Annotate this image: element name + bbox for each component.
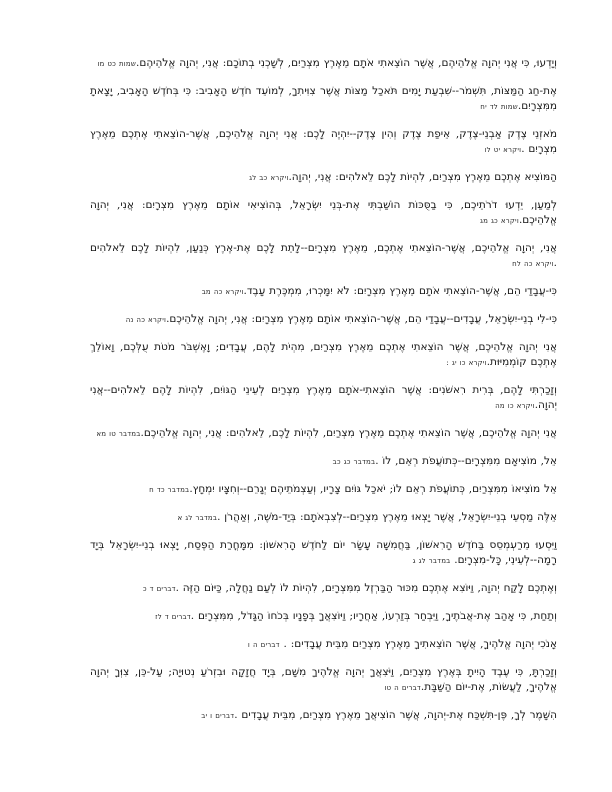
verse-text: כִּי-עֲבָדַי הֵם, אֲשֶׁר-הוֹצֵאתִי אֹתָם מֵאֶרֶץ מִצְרָיִם: לֹא יִמָּכְרוּ, מִמְכֶּרֶת עָבֶד. <box>243 285 557 297</box>
verse-source: במדבר לג א <box>177 514 218 522</box>
verse-text: אֲנִי יְהוָה אֱלֹהֵיכֶם, אֲשֶׁר הוֹצֵאתִי אֶתְכֶם מֵאֶרֶץ מִצְרַיִם, לִהְיוֹת לָכֶם, לֵאלֹהִים: אֲנִי, יְהוָה אֱלֹהֵיכֶם. <box>140 427 557 439</box>
verse-source: דברים ד כ <box>142 585 176 593</box>
verse <box>90 510 557 526</box>
verse-source: ויקרא כו מה <box>495 402 535 410</box>
verse-source: במדבר לג ג <box>412 557 451 565</box>
verse-source: ויקרא כו יג : <box>446 359 487 367</box>
verse-text: אֵל, מוֹצִיאָם מִמִּצְרָיִם--כְּתוֹעֲפֹת רְאֵם, לוֹ . <box>375 455 557 467</box>
verse-source: במדבר טו מא <box>96 430 141 438</box>
verse-text: וְזָכַרְתָּ, כִּי עֶבֶד הָיִיתָ בְּאֶרֶץ מִצְרַיִם, וַיֹּצִאֲךָ יְהוָה אֱלֹהֶיךָ מִשָּׁם, בְּיָד חֲזָקָה וּבִזְרֹעַ נְטוּיָה; עַל-כֵּן, צִוְּךָ יְהוָה אֱלֹהֶיךָ, לַעֲשׂוֹת, אֶת-יוֹם הַשַּׁבָּת. <box>90 666 557 693</box>
verse-source: דברים ה טו <box>384 684 421 692</box>
verse-text: אֲנִי יְהוָה אֱלֹהֵיכֶם, אֲשֶׁר הוֹצֵאתִי אֶתְכֶם מֵאֶרֶץ מִצְרַיִם, מִהְיֹת לָהֶם, עֲבָדִים; וָאֶשְׁבֹּר מֹטֹת עֻלְּכֶם, וָאוֹלֵךְ אֶתְכֶם קוֹמְמִיּוּת. <box>90 341 557 368</box>
verse-text: וְזָכַרְתִּי לָהֶם, בְּרִית רִאשֹׁנִים: אֲשֶׁר הוֹצֵאתִי-אֹתָם מֵאֶרֶץ מִצְרַיִם לְעֵינֵי הַגּוֹיִם, לִהְיוֹת לָהֶם לֵאלֹהִים--אֲנִי יְהוָה. <box>90 384 557 411</box>
verse-text: וַיִּסְעוּ מֵרַעְמְסֵס בַּחֹדֶשׁ הָרִאשׁוֹן, בַּחֲמִשָּׁה עָשָׂר יוֹם לַחֹדֶשׁ הָרִאשׁוֹן: מִמָּחֳרַת הַפֶּסַח, יָצְאוּ בְנֵי-יִשְׂרָאֵל בְּיָד רָמָה--לְעֵינֵי, כָּל-מִצְרָיִם. <box>90 539 557 566</box>
verse <box>90 383 557 414</box>
verse <box>90 708 557 724</box>
verse-text: לְמַעַן, יֵדְעוּ דֹרֹתֵיכֶם, כִּי בַסֻּכּוֹת הוֹשַׁבְתִּי אֶת-בְּנֵי יִשְׂרָאֵל, בְּהוֹצִיאִי אוֹתָם מֵאֶרֶץ מִצְרָיִם: אֲנִי, יְהוָה אֱלֹהֵיכֶם. <box>90 199 557 226</box>
verse <box>90 538 557 569</box>
verse-text: כִּי-לִי בְנֵי-יִשְׂרָאֵל, עֲבָדִים--עֲבָדַי הֵם, אֲשֶׁר-הוֹצֵאתִי אוֹתָם מֵאֶרֶץ מִצְרָיִם: אֲנִי, יְהוָה אֱלֹהֵיכֶם. <box>166 313 557 325</box>
verse <box>90 340 557 371</box>
verse <box>90 170 557 186</box>
verse-text: הַמּוֹצִיא אֶתְכֶם מֵאֶרֶץ מִצְרַיִם, לִהְיוֹת לָכֶם לֵאלֹהִים: אֲנִי, יְהוָה. <box>288 171 557 183</box>
verse-source: ויקרא כה מב <box>201 288 244 296</box>
verse <box>90 312 557 328</box>
verse-text: אֵל מוֹצִיאוֹ מִמִּצְרַיִם, כְּתוֹעֲפֹת רְאֵם לוֹ; יֹאכַל גּוֹיִם צָרָיו, וְעַצְמֹתֵיהֶם יְגָרֵם--וְחִצָּיו יִמְחָץ. <box>189 483 557 495</box>
verse <box>90 84 557 115</box>
verse-source: ויקרא כה נה <box>125 316 167 324</box>
verse <box>90 127 557 158</box>
verse-source: במדבר כד ח <box>149 486 190 494</box>
verse-source: ויקרא כה לח <box>512 260 554 268</box>
verse-source: דברים ו יב <box>201 712 235 720</box>
verse-source: ויקרא כב לג <box>249 174 289 182</box>
verse-source: שמות לד יח <box>480 103 518 111</box>
verse-text: וְאֶתְכֶם לָקַח יְהוָה, וַיּוֹצִא אֶתְכֶם מִכּוּר הַבַּרְזֶל מִמִּצְרָיִם, לִהְיוֹת לוֹ לְעַם נַחֲלָה, כַּיּוֹם הַזֶּה . <box>175 582 557 594</box>
verse <box>90 637 557 653</box>
verse-text: אֶת-חַג הַמַּצּוֹת, תִּשְׁמֹר--שִׁבְעַת יָמִים תֹּאכַל מַצּוֹת אֲשֶׁר צִוִּיתִךָ, לְמוֹעֵד חֹדֶשׁ הָאָבִיב: כִּי בְּחֹדֶשׁ הָאָבִיב, יָצָאתָ מִמִּצְרָיִם. <box>90 85 557 112</box>
verse-source: דברים ד לז <box>155 613 191 621</box>
verse <box>90 581 557 597</box>
verse-text: אֲנִי, יְהוָה אֱלֹהֵיכֶם, אֲשֶׁר-הוֹצֵאתִי אֶתְכֶם, מֵאֶרֶץ מִצְרָיִם--לָתֵת לָכֶם אֶת-אֶרֶץ כְּנַעַן, לִהְיוֹת לָכֶם לֵאלֹהִים . <box>90 242 557 269</box>
verse-text: מֹאזְנֵי צֶדֶק אַבְנֵי-צֶדֶק, אֵיפַת צֶדֶק וְהִין צֶדֶק--יִהְיֶה לָכֶם: אֲנִי יְהוָה אֱלֹהֵיכֶם, אֲשֶׁר-הוֹצֵאתִי אֶתְכֶם מֵאֶרֶץ מִצְרָיִם . <box>90 128 557 155</box>
verse-text: הִשָּׁמֶר לְךָ, פֶּן-תִּשְׁכַּח אֶת-יְהוָה, אֲשֶׁר הוֹצִיאֲךָ מֵאֶרֶץ מִצְרַיִם, מִבֵּית עֲבָדִים . <box>234 709 557 721</box>
verse-list <box>90 56 557 724</box>
verse-text: וְתַחַת, כִּי אָהַב אֶת-אֲבֹתֶיךָ, וַיִּבְחַר בְּזַרְעוֹ, אַחֲרָיו; וַיּוֹצִאֲךָ בְּפָנָיו בְּכֹחוֹ הַגָּדֹל, מִמִּצְרָיִם . <box>190 610 557 622</box>
verse-text: וְיָדְעוּ, כִּי אֲנִי יְהוָה אֱלֹהֵיהֶם, אֲשֶׁר הוֹצֵאתִי אֹתָם מֵאֶרֶץ מִצְרַיִם, לְשָׁכְנִי בְתוֹכָם: אֲנִי, יְהוָה אֱלֹהֵיהֶם. <box>136 57 557 69</box>
verse-text: אָנֹכִי יְהוָה אֱלֹהֶיךָ, אֲשֶׁר הוֹצֵאתִיךָ מֵאֶרֶץ מִצְרַיִם מִבֵּית עֲבָדִים: . <box>279 638 557 650</box>
verse <box>90 426 557 442</box>
verse <box>90 198 557 229</box>
verse <box>90 56 557 72</box>
verse-source: ויקרא כג מג <box>479 217 519 225</box>
verse <box>90 482 557 498</box>
verse-source: דברים ה ו <box>247 641 280 649</box>
verse <box>90 665 557 696</box>
verse-source: ויקרא יט לו <box>484 146 522 154</box>
verse-source: במדבר כג כב <box>332 458 376 466</box>
verse <box>90 609 557 625</box>
verse-source: שמות כט מו <box>97 60 137 68</box>
verse <box>90 284 557 300</box>
verse-text: אֵלֶּה מַסְעֵי בְנֵי-יִשְׂרָאֵל, אֲשֶׁר יָצְאוּ מֵאֶרֶץ מִצְרַיִם--לְצִבְאֹתָם: בְּיַד-מֹשֶׁה, וְאַהֲרֹן . <box>217 511 557 523</box>
verse <box>90 241 557 272</box>
verse <box>90 454 557 470</box>
